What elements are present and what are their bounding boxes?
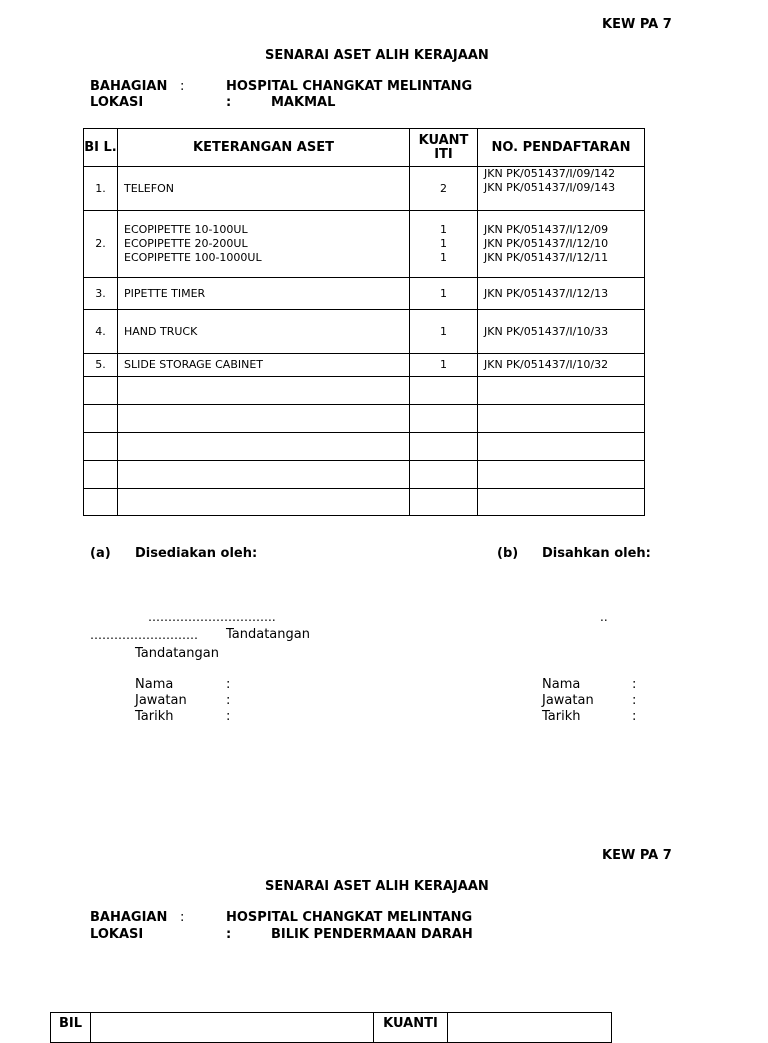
sig-a-jawatan-colon: : [226,693,231,708]
row-kuantiti [410,310,478,354]
kuantiti-line: 1 [440,324,447,338]
no-pendaftaran-line: JKN PK/051437/I/10/32 [484,358,609,371]
sig-b-title: Disahkan oleh: [542,546,651,561]
header-keterangan [91,1013,374,1043]
empty-row [84,377,645,405]
kuantiti-line: 1 [440,358,447,371]
header-no-pendaftaran: NO. PENDAFTARAN [478,129,645,167]
sig-b-dotline: ……………………… [90,628,198,642]
keterangan-line: ECOPIPETTE 10-100UL [124,223,248,236]
row-kuantiti [410,211,478,278]
table-row [84,354,645,377]
asset-table-partial [50,1012,612,1043]
row-kuantiti [410,278,478,310]
kuantiti-line: 1 [440,223,447,236]
bahagian-value: HOSPITAL CHANGKAT MELINTANG [226,910,473,925]
kuantiti-line: 1 [440,251,447,264]
row-keterangan [118,354,410,377]
table-row [84,167,645,211]
kuantiti-line: 1 [440,237,447,250]
row-bil: 5. [84,354,118,377]
row-keterangan [118,167,410,211]
header-bil: BI L. [84,129,118,167]
table-row [84,310,645,354]
keterangan-line: ECOPIPETTE 20-200UL [124,237,248,250]
row-keterangan [118,310,410,354]
header-kuantiti: KUANT ITI [410,129,478,167]
row-no-pendaftaran [478,354,645,377]
bahagian-value: HOSPITAL CHANGKAT MELINTANG [226,79,473,94]
row-no-pendaftaran [478,310,645,354]
lokasi-colon: : [226,95,232,110]
header-keterangan: KETERANGAN ASET [118,129,410,167]
no-pendaftaran-line: JKN PK/051437/I/12/10 [484,237,609,250]
no-pendaftaran-line: JKN PK/051437/I/09/142 [484,167,616,180]
sig-b-nama-label: Nama [542,677,581,692]
sig-b-jawatan-colon: : [632,693,637,708]
row-bil: 1. [84,167,118,211]
row-bil: 4. [84,310,118,354]
lokasi-value: MAKMAL [271,95,336,110]
empty-row [84,405,645,433]
keterangan-line: ECOPIPETTE 100-1000UL [124,251,262,264]
sig-a-tarikh-colon: : [226,709,231,724]
lokasi-value: BILIK PENDERMAAN DARAH [271,927,473,942]
kuantiti-line: 1 [440,286,447,300]
bahagian-label: BAHAGIAN [90,910,168,925]
keterangan-line: PIPETTE TIMER [124,286,206,300]
empty-row [84,461,645,489]
kuantiti-line: 2 [440,181,447,195]
sig-a-dots: ………………………….. [148,610,276,624]
page-title: SENARAI ASET ALIH KERAJAAN [265,879,489,894]
row-bil: 3. [84,278,118,310]
empty-row [84,489,645,516]
row-no-pendaftaran [478,278,645,310]
header-bil: BIL [51,1013,91,1043]
sig-b-tarikh-label: Tarikh [542,709,581,724]
sig-b-tarikh-colon: : [632,709,637,724]
no-pendaftaran-line: JKN PK/051437/I/12/13 [484,286,609,300]
bahagian-colon: : [180,910,185,925]
sig-a-nama-colon: : [226,677,231,692]
row-no-pendaftaran [478,211,645,278]
sig-a-title: Disediakan oleh: [135,546,258,561]
sig-b-tandatangan: Tandatangan [226,627,310,642]
table-row [84,278,645,310]
bahagian-colon: : [180,79,185,94]
keterangan-line: HAND TRUCK [124,324,198,338]
table-header-row [84,129,645,167]
page-title: SENARAI ASET ALIH KERAJAAN [265,48,489,63]
row-kuantiti [410,167,478,211]
form-code: KEW PA 7 [602,17,672,32]
form-code: KEW PA 7 [602,848,672,863]
sig-a-label: (a) [90,546,111,561]
lokasi-label: LOKASI [90,95,144,110]
keterangan-line: SLIDE STORAGE CABINET [124,358,264,371]
no-pendaftaran-line: JKN PK/051437/I/10/33 [484,324,609,338]
lokasi-label: LOKASI [90,927,144,942]
sig-a-nama-label: Nama [135,677,174,692]
sig-b-nama-colon: : [632,677,637,692]
row-keterangan [118,278,410,310]
row-no-pendaftaran [478,167,645,211]
sig-a-tandatangan: Tandatangan [135,646,219,661]
asset-table [83,128,645,516]
row-kuantiti [410,354,478,377]
row-bil: 2. [84,211,118,278]
header-no-pendaftaran [448,1013,612,1043]
header-kuantiti: KUANTI [374,1013,448,1043]
keterangan-line: TELEFON [124,181,174,195]
no-pendaftaran-line: JKN PK/051437/I/09/143 [484,181,616,194]
bahagian-label: BAHAGIAN [90,79,168,94]
no-pendaftaran-line: JKN PK/051437/I/12/09 [484,223,609,236]
table-row [84,211,645,278]
sig-a-tarikh-label: Tarikh [135,709,174,724]
empty-row [84,433,645,461]
no-pendaftaran-line: JKN PK/051437/I/12/11 [484,251,609,264]
row-keterangan [118,211,410,278]
sig-b-jawatan-label: Jawatan [542,693,594,708]
lokasi-colon: : [226,927,232,942]
sig-b-dots: .. [600,610,608,624]
sig-a-jawatan-label: Jawatan [135,693,187,708]
table-header-row [51,1013,612,1043]
sig-b-label: (b) [497,546,519,561]
